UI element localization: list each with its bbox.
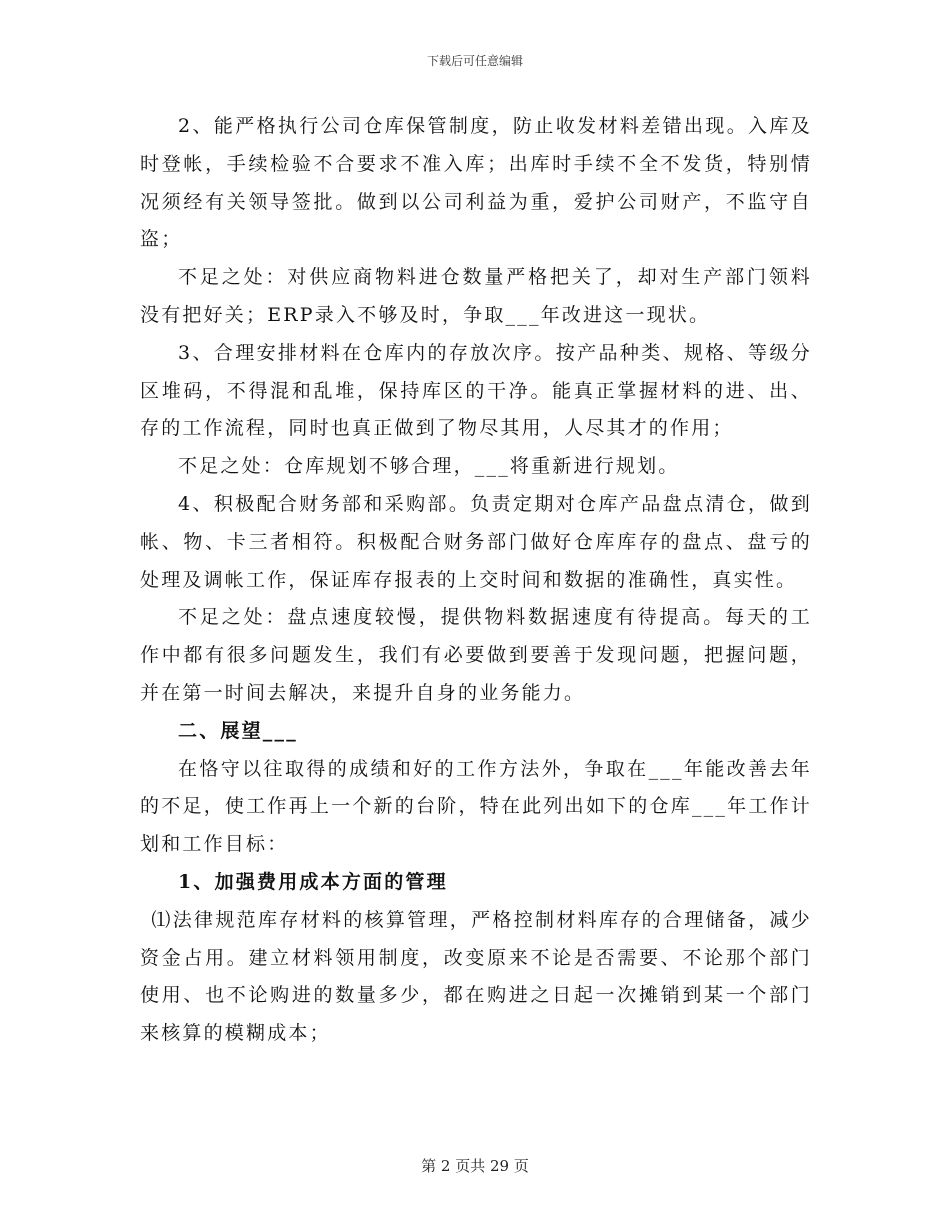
page-header: 下载后可任意编辑: [426, 54, 523, 68]
paragraph-item-4: 4、积极配合财务部和采购部。负责定期对仓库产品盘点清仓，做到帐、物、卡三者相符。积极配合财务部门做好仓库库存的盘点、盘亏的处理及调帐工作，保证库存报表的上交时间和数据的准确性，真实性。: [140, 492, 812, 591]
page-footer: 第 2 页共 29 页: [421, 1157, 529, 1175]
section-heading-outlook: 二、展望___: [178, 719, 298, 742]
paragraph-inventory-accounting: ⑴法律规范库存材料的核算管理，严格控制材料库存的合理储备，减少资金占用。建立材料领用制度，改变原来不论是否需要、不论那个部门使用、也不论购进的数量多少，都在购进之日起一次摊销到某一个部门来核算的模糊成本；: [140, 908, 812, 1045]
paragraph-item-2: 2、能严格执行公司仓库保管制度，防止收发材料差错出现。入库及时登帐，手续检验不合要求不准入库；出库时手续不全不发货，特别情况须经有关领导签批。做到以公司利益为重，爱护公司财产，不监守自盗；: [140, 115, 812, 251]
paragraph-item-3: 3、合理安排材料在仓库内的存放次序。按产品种类、规格、等级分区堆码，不得混和乱堆，保持库区的干净。能真正掌握材料的进、出、存的工作流程，同时也真正做到了物尽其用，人尽其才的作用；: [140, 341, 812, 440]
subsection-heading-cost-management: 1、加强费用成本方面的管理: [178, 870, 448, 893]
paragraph-shortcoming-3: 不足之处：盘点速度较慢，提供物料数据速度有待提高。每天的工作中都有很多问题发生，我们有必要做到要善于发现问题，把握问题，并在第一时间去解决，来提升自身的业务能力。: [140, 606, 812, 704]
paragraph-outlook-intro: 在恪守以往取得的成绩和好的工作方法外，争取在___年能改善去年的不足，使工作再上一个新的台阶，特在此列出如下的仓库___年工作计划和工作目标：: [140, 757, 812, 856]
document-body: [140, 108, 812, 1053]
paragraph-shortcoming-1: 不足之处：对供应商物料进仓数量严格把关了，却对生产部门领料没有把好关；ERP录入不够及时，争取___年改进这一现状。: [140, 266, 812, 326]
paragraph-shortcoming-2: 不足之处：仓库规划不够合理，___将重新进行规划。: [178, 455, 680, 478]
